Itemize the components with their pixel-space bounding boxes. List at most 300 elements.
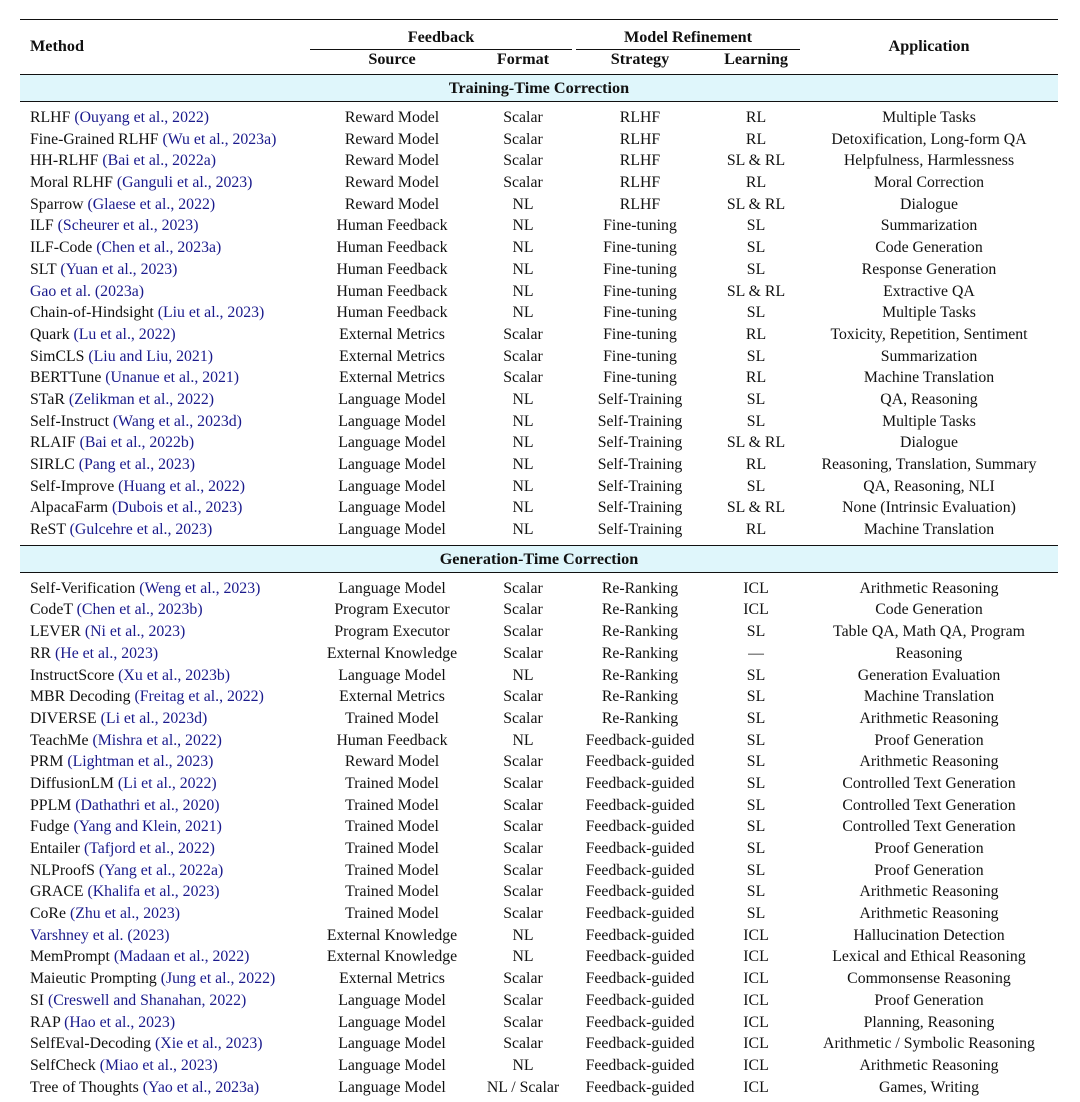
cell-learning: SL (746, 905, 766, 923)
method-citation: (Gulcehre et al., 2023) (69, 521, 213, 539)
cell-application: Multiple Tasks (882, 412, 976, 430)
cell-method (30, 968, 275, 990)
cell-learning: SL (746, 818, 766, 836)
method-name: CodeT (30, 601, 77, 619)
cell-strategy: Self-Training (597, 390, 683, 408)
cell-strategy: Self-Training (597, 412, 683, 430)
method-citation: (Xie et al., 2023) (155, 1035, 263, 1053)
header-application: Application (888, 37, 970, 55)
cell-format: Scalar (503, 840, 543, 857)
cell-method (30, 730, 222, 752)
cell-application: Arithmetic / Symbolic Reasoning (823, 1035, 1035, 1053)
method-citation: (Yang et al., 2022a) (98, 861, 224, 879)
table-row (20, 686, 1058, 708)
cell-application: Extractive QA (883, 282, 975, 300)
table-row (20, 346, 1058, 368)
cell-source: Reward Model (344, 174, 440, 192)
header-format: Format (496, 50, 550, 68)
cell-source: Trained Model (345, 883, 439, 901)
cell-method (30, 432, 194, 454)
cell-strategy: Feedback-guided (585, 991, 695, 1009)
cell-source: Language Model (338, 1078, 446, 1096)
method-name: TeachMe (30, 731, 93, 749)
cell-source: Language Model (338, 579, 446, 597)
method-name: SimCLS (30, 347, 89, 365)
cell-method (30, 1012, 175, 1034)
table-row (20, 302, 1058, 324)
cell-method (30, 237, 221, 259)
section-rows (20, 102, 1058, 545)
cell-strategy: Feedback-guided (585, 774, 695, 792)
cell-learning: SL (746, 623, 766, 641)
cell-method (30, 1033, 263, 1055)
method-citation: (Bai et al., 2022a) (102, 152, 217, 170)
table-row (20, 946, 1058, 968)
cell-source: Trained Model (345, 709, 439, 727)
table-row (20, 281, 1058, 303)
cell-strategy: RLHF (619, 152, 661, 170)
cell-method (30, 816, 222, 838)
cell-source: Trained Model (345, 905, 439, 923)
cell-application: Machine Translation (863, 369, 995, 387)
cell-format: NL (512, 456, 534, 473)
cell-source: Trained Model (345, 796, 439, 814)
method-citation: (Jung et al., 2022) (160, 970, 276, 988)
cell-source: Reward Model (344, 130, 440, 148)
cell-source: Language Model (338, 1013, 446, 1031)
cell-method (30, 519, 212, 541)
cell-source: Language Model (338, 666, 446, 684)
method-citation: Gao et al. (2023a) (30, 282, 145, 300)
cell-source: External Knowledge (326, 926, 458, 944)
cell-application: Arithmetic Reasoning (859, 1056, 999, 1074)
method-name: CoRe (30, 905, 70, 923)
cell-application: Response Generation (861, 260, 997, 278)
cell-method (30, 389, 214, 411)
table-row (20, 1033, 1058, 1055)
cell-strategy: Self-Training (597, 499, 683, 517)
cell-format: Scalar (503, 347, 543, 365)
cell-format: Scalar (503, 579, 543, 597)
cell-application: Machine Translation (863, 521, 995, 539)
cell-format: NL (512, 412, 534, 430)
method-name: Self-Improve (30, 477, 119, 495)
cell-source: Human Feedback (336, 731, 448, 749)
method-citation: (Xu et al., 2023b) (118, 666, 231, 684)
cell-learning: ICL (743, 1013, 769, 1031)
cell-method (30, 194, 215, 216)
method-citation: (Miao et al., 2023) (99, 1056, 218, 1074)
method-name: ILF (30, 217, 58, 235)
header-source: Source (368, 50, 416, 68)
method-citation: (Khalifa et al., 2023) (87, 883, 220, 901)
method-name: SIRLC (30, 456, 79, 473)
cell-application: Planning, Reasoning (863, 1013, 995, 1031)
cell-learning: SL (746, 883, 766, 901)
cell-application: Reasoning (895, 644, 963, 662)
cell-learning: — (748, 644, 764, 662)
cell-learning: SL & RL (726, 282, 786, 300)
method-citation: (Mishra et al., 2022) (92, 731, 222, 749)
cell-format: Scalar (503, 818, 543, 836)
cell-application: Arithmetic Reasoning (859, 883, 999, 901)
method-name: Self-Verification (30, 579, 140, 597)
method-citation: (Wu et al., 2023a) (162, 130, 277, 148)
method-citation: (Li et al., 2023d) (100, 709, 208, 727)
cell-format: NL (512, 948, 534, 966)
cell-format: NL (512, 260, 534, 278)
cell-method (30, 454, 195, 476)
cell-format: Scalar (503, 905, 543, 923)
table-row (20, 259, 1058, 281)
cell-method (30, 881, 220, 903)
cell-format: Scalar (503, 774, 543, 792)
cell-strategy: Feedback-guided (585, 883, 695, 901)
cell-source: Reward Model (344, 195, 440, 213)
cell-format: Scalar (503, 753, 543, 771)
method-citation: (Scheurer et al., 2023) (57, 217, 199, 235)
method-name: Fine-Grained RLHF (30, 130, 163, 148)
table-body (20, 74, 1058, 1102)
cell-strategy: Feedback-guided (585, 1078, 695, 1096)
header-feedback-group: Feedback (407, 28, 475, 46)
cell-strategy: Self-Training (597, 434, 683, 452)
cell-source: Language Model (338, 499, 446, 517)
cell-source: Human Feedback (336, 304, 448, 322)
cell-strategy: Feedback-guided (585, 731, 695, 749)
method-citation: (Pang et al., 2023) (78, 456, 195, 473)
method-name: Fudge (30, 818, 74, 836)
cell-method (30, 838, 215, 860)
cell-method (30, 795, 220, 817)
cell-format: NL (512, 521, 534, 539)
cell-method (30, 1055, 218, 1077)
cell-strategy: Re-Ranking (601, 688, 679, 706)
method-citation: (Chen et al., 2023a) (96, 239, 222, 257)
table-row (20, 411, 1058, 433)
cell-method (30, 281, 144, 303)
table-row (20, 881, 1058, 903)
cell-method (30, 708, 207, 730)
cell-application: Controlled Text Generation (842, 796, 1016, 814)
cell-method (30, 129, 276, 151)
cell-method (30, 150, 216, 172)
cell-strategy: Re-Ranking (601, 601, 679, 619)
cell-format: Scalar (503, 130, 543, 148)
method-name: LEVER (30, 623, 85, 641)
cell-application: Moral Correction (873, 174, 985, 192)
cell-learning: SL & RL (726, 434, 786, 452)
cell-learning: ICL (743, 601, 769, 619)
cell-format: NL (512, 666, 534, 684)
header-model-refinement-group: Model Refinement (623, 28, 753, 46)
cell-strategy: RLHF (619, 174, 661, 192)
cell-format: NL / Scalar (486, 1078, 560, 1096)
cell-strategy: Self-Training (597, 521, 683, 539)
cell-learning: RL (745, 369, 767, 387)
cell-source: Language Model (338, 1056, 446, 1074)
cell-source: Language Model (338, 434, 446, 452)
cell-source: Language Model (338, 991, 446, 1009)
cell-format: NL (512, 239, 534, 257)
table-row (20, 237, 1058, 259)
cell-source: Trained Model (345, 861, 439, 879)
cell-format: Scalar (503, 1013, 543, 1031)
cell-method (30, 497, 242, 519)
cell-learning: ICL (743, 1078, 769, 1096)
method-citation: (Ni et al., 2023) (84, 623, 186, 641)
cell-application: Arithmetic Reasoning (859, 709, 999, 727)
method-name: Quark (30, 325, 74, 343)
cell-application: Hallucination Detection (853, 926, 1005, 944)
method-citation: (Unanue et al., 2021) (105, 369, 240, 387)
cell-source: Language Model (338, 521, 446, 539)
cell-application: Generation Evaluation (857, 666, 1001, 684)
cell-learning: ICL (743, 1035, 769, 1053)
cell-source: External Metrics (339, 688, 445, 706)
table-row (20, 795, 1058, 817)
table-row (20, 708, 1058, 730)
method-name: GRACE (30, 883, 88, 901)
cell-source: Language Model (338, 477, 446, 495)
method-name: ILF-Code (30, 239, 97, 257)
method-citation: (Lightman et al., 2023) (67, 753, 214, 771)
cell-method (30, 925, 170, 947)
cell-application: Commonsense Reasoning (847, 970, 1011, 988)
cell-learning: RL (745, 109, 767, 126)
cell-method (30, 686, 264, 708)
cell-learning: RL (745, 130, 767, 148)
cell-method (30, 107, 209, 129)
table-row (20, 925, 1058, 947)
method-name: PPLM (30, 796, 76, 814)
table-header (20, 20, 1058, 74)
cell-format: NL (512, 304, 534, 322)
cell-learning: RL (745, 174, 767, 192)
cell-strategy: Feedback-guided (585, 1035, 695, 1053)
method-name: RAP (30, 1013, 65, 1031)
cell-method (30, 324, 176, 346)
cell-application: Multiple Tasks (882, 304, 976, 322)
cell-strategy: Fine-tuning (603, 304, 677, 322)
cell-strategy: Fine-tuning (603, 325, 677, 343)
cell-method (30, 1077, 259, 1099)
cell-learning: SL (746, 260, 766, 278)
method-citation: (Zhu et al., 2023) (69, 905, 181, 923)
table-row (20, 773, 1058, 795)
cell-source: Language Model (338, 456, 446, 473)
cell-format: Scalar (503, 174, 543, 192)
cell-application: Controlled Text Generation (842, 818, 1016, 836)
cell-source: Human Feedback (336, 217, 448, 235)
method-name: PRM (30, 753, 68, 771)
header-strategy: Strategy (610, 50, 670, 68)
cell-application: Toxicity, Repetition, Sentiment (830, 325, 1028, 343)
cell-strategy: Self-Training (597, 477, 683, 495)
cell-source: External Knowledge (326, 644, 458, 662)
cell-strategy: RLHF (619, 130, 661, 148)
cell-source: External Metrics (339, 970, 445, 988)
method-citation: (Ganguli et al., 2023) (116, 174, 253, 192)
cell-application: Arithmetic Reasoning (859, 905, 999, 923)
cell-strategy: Fine-tuning (603, 260, 677, 278)
table-row (20, 903, 1058, 925)
method-citation: (Madaan et al., 2022) (113, 948, 250, 966)
section-header: Generation-Time Correction (20, 545, 1058, 573)
cell-application: Controlled Text Generation (842, 774, 1016, 792)
method-citation: Varshney et al. (2023) (30, 926, 170, 944)
cell-method (30, 411, 242, 433)
method-citation: (Bai et al., 2022b) (79, 434, 195, 452)
cell-strategy: Self-Training (597, 456, 683, 473)
method-citation: (Zelikman et al., 2022) (68, 390, 215, 408)
cell-source: Trained Model (345, 818, 439, 836)
table-row (20, 730, 1058, 752)
cell-strategy: Re-Ranking (601, 666, 679, 684)
cell-application: Proof Generation (874, 861, 984, 879)
method-citation: (Glaese et al., 2022) (87, 195, 216, 213)
comparison-table (20, 19, 1058, 1102)
cell-application: Multiple Tasks (882, 109, 976, 126)
cell-format: Scalar (503, 1035, 543, 1053)
method-citation: (Yuan et al., 2023) (60, 260, 178, 278)
cell-application: Table QA, Math QA, Program (833, 623, 1025, 641)
cell-learning: SL (746, 709, 766, 727)
table-row (20, 990, 1058, 1012)
cell-source: Language Model (338, 1035, 446, 1053)
cell-strategy: Feedback-guided (585, 796, 695, 814)
cell-format: NL (512, 926, 534, 944)
method-name: MemPrompt (30, 948, 114, 966)
table-row (20, 107, 1058, 129)
cell-source: Language Model (338, 390, 446, 408)
cell-source: External Metrics (339, 347, 445, 365)
cell-method (30, 367, 239, 389)
method-citation: (Lu et al., 2022) (73, 325, 176, 343)
cell-strategy: Re-Ranking (601, 644, 679, 662)
cell-learning: SL & RL (726, 152, 786, 170)
cell-format: NL (512, 195, 534, 213)
cell-format: NL (512, 217, 534, 235)
cell-application: Summarization (880, 347, 978, 365)
table-row (20, 172, 1058, 194)
cell-format: Scalar (503, 796, 543, 814)
table-row (20, 194, 1058, 216)
cell-application: Lexical and Ethical Reasoning (832, 948, 1026, 966)
cell-format: Scalar (503, 601, 543, 619)
cell-learning: RL (745, 456, 767, 473)
cell-source: Human Feedback (336, 282, 448, 300)
cell-strategy: Fine-tuning (603, 217, 677, 235)
method-citation: (Dubois et al., 2023) (112, 499, 243, 517)
cell-format: Scalar (503, 152, 543, 170)
method-name: Entailer (30, 840, 84, 857)
cell-strategy: Feedback-guided (585, 1056, 695, 1074)
cell-strategy: Feedback-guided (585, 1013, 695, 1031)
method-name: SelfEval-Decoding (30, 1035, 156, 1053)
method-name: DiffusionLM (30, 774, 118, 792)
method-citation: (Ouyang et al., 2022) (74, 109, 210, 126)
table-row (20, 367, 1058, 389)
method-name: DIVERSE (30, 709, 101, 727)
table-row (20, 519, 1058, 541)
method-citation: (Li et al., 2022) (117, 774, 217, 792)
cell-learning: ICL (743, 948, 769, 966)
method-name: Self-Instruct (30, 412, 113, 430)
cell-method (30, 990, 246, 1012)
cell-format: NL (512, 499, 534, 517)
table-row (20, 454, 1058, 476)
table-row (20, 578, 1058, 600)
cell-method (30, 302, 264, 324)
cell-source: Program Executor (334, 623, 450, 641)
method-name: Sparrow (30, 195, 88, 213)
header-learning: Learning (724, 50, 788, 68)
table-row (20, 324, 1058, 346)
cell-format: Scalar (503, 369, 543, 387)
cell-source: External Metrics (339, 325, 445, 343)
cell-learning: SL (746, 861, 766, 879)
method-name: NLProofS (30, 861, 99, 879)
method-name: SLT (30, 260, 61, 278)
method-citation: (Chen et al., 2023b) (76, 601, 203, 619)
cell-strategy: Fine-tuning (603, 239, 677, 257)
cell-format: Scalar (503, 970, 543, 988)
method-citation: (Hao et al., 2023) (64, 1013, 176, 1031)
table-row (20, 751, 1058, 773)
cell-source: Trained Model (345, 774, 439, 792)
cell-learning: ICL (743, 1056, 769, 1074)
cell-strategy: Feedback-guided (585, 753, 695, 771)
method-name: Chain-of-Hindsight (30, 304, 158, 322)
cell-learning: SL (746, 753, 766, 771)
cell-method (30, 860, 223, 882)
method-name: SelfCheck (30, 1056, 100, 1074)
cell-source: Language Model (338, 412, 446, 430)
cell-learning: SL (746, 731, 766, 749)
cell-format: NL (512, 390, 534, 408)
cell-application: Arithmetic Reasoning (859, 579, 999, 597)
cell-format: Scalar (503, 623, 543, 641)
cell-application: Code Generation (875, 601, 983, 619)
table-row (20, 968, 1058, 990)
method-name: RR (30, 644, 56, 662)
cell-application: Games, Writing (879, 1078, 979, 1096)
cell-application: Proof Generation (874, 991, 984, 1009)
cell-source: Reward Model (344, 753, 440, 771)
cell-application: Dialogue (900, 195, 958, 213)
cell-source: Program Executor (334, 601, 450, 619)
cell-learning: ICL (743, 579, 769, 597)
cell-strategy: Feedback-guided (585, 948, 695, 966)
method-name: Moral RLHF (30, 174, 117, 192)
cell-format: Scalar (503, 325, 543, 343)
cell-application: Reasoning, Translation, Summary (821, 456, 1037, 473)
cell-learning: ICL (743, 970, 769, 988)
cell-strategy: Feedback-guided (585, 905, 695, 923)
table-row (20, 1012, 1058, 1034)
cell-format: Scalar (503, 109, 543, 126)
cell-method (30, 643, 158, 665)
cell-application: Summarization (880, 217, 978, 235)
method-name: InstructScore (30, 666, 119, 684)
cell-learning: SL (746, 774, 766, 792)
method-name: BERTTune (30, 369, 106, 387)
cell-application: Dialogue (900, 434, 958, 452)
cell-method (30, 665, 230, 687)
method-name: AlpacaFarm (30, 499, 113, 517)
cell-source: External Metrics (339, 369, 445, 387)
